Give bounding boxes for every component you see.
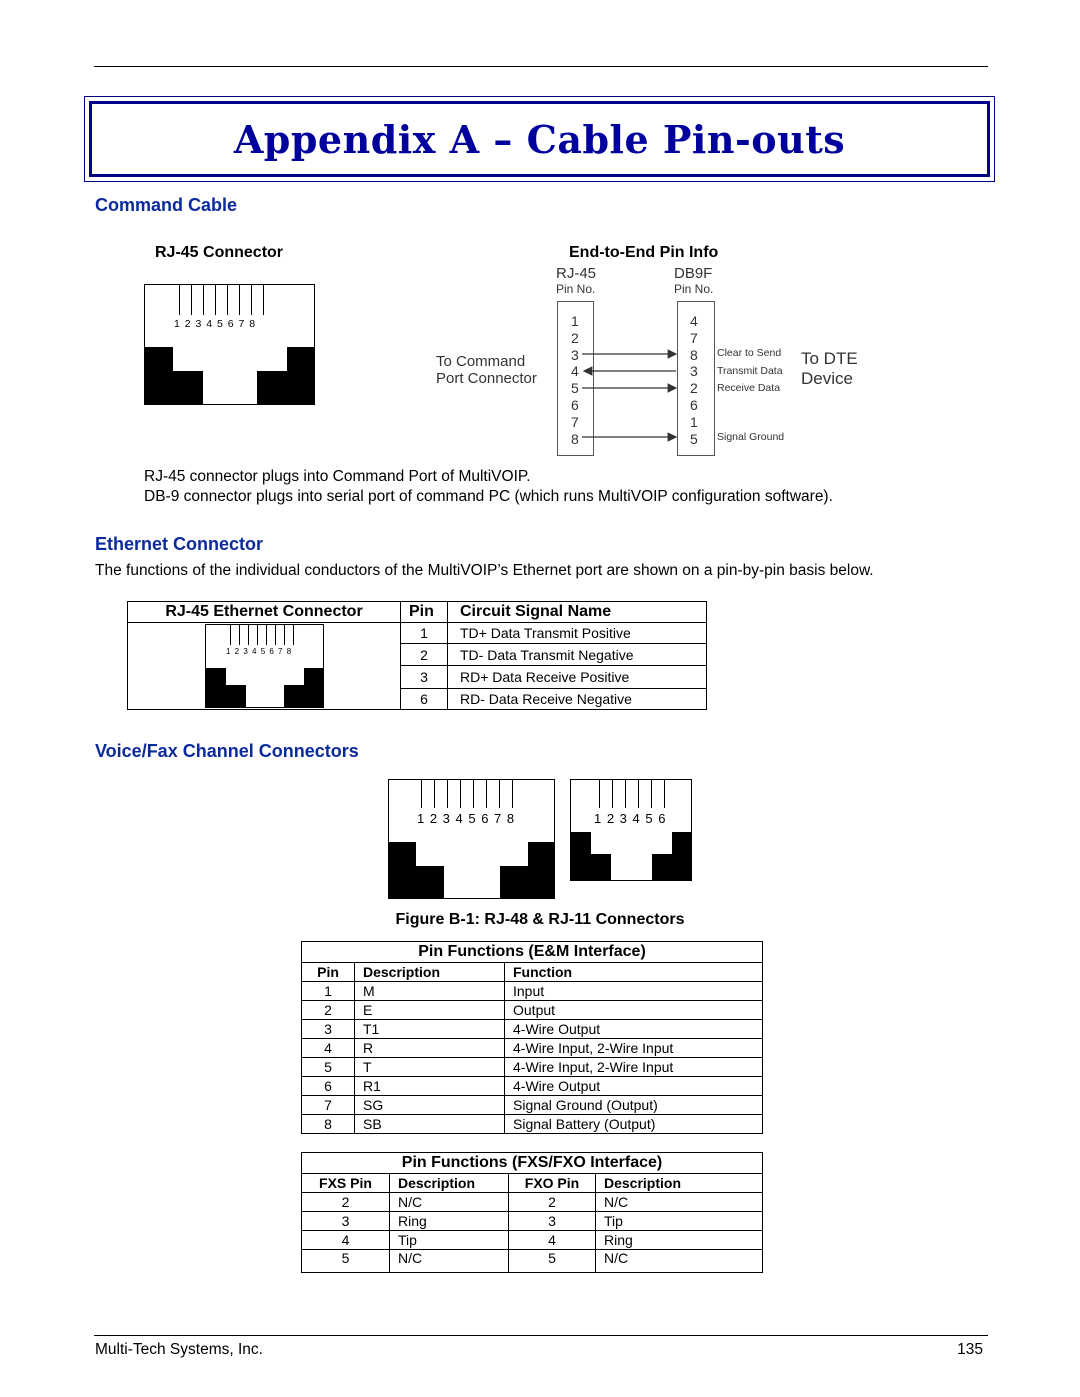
table-row: 4 Tip 4 Ring [302, 1231, 763, 1250]
command-note-2: DB-9 connector plugs into serial port of command PC (which runs MultiVOIP configuration software). [144, 488, 833, 505]
eth-connector-cell [128, 623, 401, 710]
db9f-pin-no: Pin No. [674, 282, 714, 296]
rj45-pin-lines [179, 285, 264, 315]
rj11-pin-numbers: 1 2 3 4 5 6 [594, 811, 667, 826]
rj45-pin-numbers: 1 2 3 4 5 6 7 8 [174, 318, 257, 330]
ethernet-heading: Ethernet Connector [95, 534, 264, 554]
table-row: 1 M Input [302, 982, 763, 1001]
command-cable-heading: Command Cable [95, 195, 238, 215]
table-row: 3 Ring 3 Tip [302, 1212, 763, 1231]
rj48-connector-drawing [388, 779, 555, 899]
right-caption-1: To DTE [801, 349, 858, 368]
table-row: 3 T1 4-Wire Output [302, 1020, 763, 1039]
rj45-pin-no: Pin No. [556, 282, 596, 296]
fxs-fxo-table [301, 1152, 763, 1273]
table-row: 6 R1 4-Wire Output [302, 1077, 763, 1096]
rj11-connector-drawing [570, 779, 692, 881]
eth-signal-3: RD+ Data Receive Positive [448, 666, 707, 688]
footer-rule [94, 1335, 988, 1336]
title-banner-inner [89, 101, 990, 177]
eth-pin-numbers: 1 2 3 4 5 6 7 8 [226, 647, 293, 656]
rj48-pin-numbers: 1 2 3 4 5 6 7 8 [417, 811, 516, 826]
eth-header-pin: Pin [401, 602, 448, 623]
rj45-connector-label: RJ-45 Connector [155, 244, 284, 261]
title-banner [84, 96, 995, 182]
footer-company: Multi-Tech Systems, Inc. [95, 1341, 263, 1358]
rj45-header: RJ-45 [556, 265, 597, 282]
table-row: 2 N/C 2 N/C [302, 1193, 763, 1212]
left-caption-2: Port Connector [436, 370, 537, 387]
table-row: 7 SG Signal Ground (Output) [302, 1096, 763, 1115]
signal-rd: Receive Data [717, 382, 781, 394]
rj45-pin-list: 1 2 3 4 5 6 7 8 [571, 313, 579, 447]
eth-pin-1: 1 [401, 623, 448, 644]
em-header-description: Description [355, 963, 505, 982]
fxs-header-fxo-pin: FXO Pin [509, 1174, 596, 1193]
rj45-connector-drawing [144, 284, 315, 405]
command-note-1: RJ-45 connector plugs into Command Port of MultiVOIP. [144, 468, 531, 485]
top-rule [94, 66, 988, 67]
ethernet-table [127, 601, 707, 710]
signal-gnd: Signal Ground [717, 431, 785, 443]
em-table-body [302, 982, 763, 1134]
eth-connector-drawing [205, 624, 324, 708]
db9f-pin-list: 4 7 8 3 2 6 1 5 [690, 313, 698, 447]
right-caption-2: Device [801, 369, 853, 388]
eth-signal-2: TD- Data Transmit Negative [448, 644, 707, 666]
eth-header-signal: Circuit Signal Name [448, 602, 707, 623]
em-table [301, 941, 763, 1134]
table-row: 5 T 4-Wire Input, 2-Wire Input [302, 1058, 763, 1077]
eth-pin-6: 6 [401, 688, 448, 709]
fxs-table-title: Pin Functions (FXS/FXO Interface) [302, 1153, 763, 1174]
table-row: 2 E Output [302, 1001, 763, 1020]
table-row: 8 SB Signal Battery (Output) [302, 1115, 763, 1134]
pin-wires [580, 340, 680, 445]
page-title: Appendix A – Cable Pin-outs [233, 116, 846, 162]
fxs-header-description-2: Description [596, 1174, 763, 1193]
em-header-function: Function [505, 963, 763, 982]
table-row: 4 R 4-Wire Input, 2-Wire Input [302, 1039, 763, 1058]
eth-pin-2: 2 [401, 644, 448, 666]
left-caption-1: To Command [436, 353, 526, 370]
eth-pin-3: 3 [401, 666, 448, 688]
footer-page-number: 135 [957, 1341, 983, 1358]
ethernet-intro: The functions of the individual conductors of the MultiVOIP’s Ethernet port are shown on a pin-by-pin basis below. [95, 562, 874, 579]
em-header-pin: Pin [302, 963, 355, 982]
signal-td: Transmit Data [717, 365, 783, 377]
eth-signal-1: TD+ Data Transmit Positive [448, 623, 707, 644]
db9f-header: DB9F [674, 265, 713, 282]
voice-fax-heading: Voice/Fax Channel Connectors [95, 741, 359, 761]
fxs-header-fxs-pin: FXS Pin [302, 1174, 390, 1193]
eth-signal-6: RD- Data Receive Negative [448, 688, 707, 709]
fxs-table-body [302, 1193, 763, 1273]
table-row: 5 N/C 5 N/C [302, 1250, 763, 1273]
signal-cts: Clear to Send [717, 347, 782, 359]
figure-caption: Figure B-1: RJ-48 & RJ-11 Connectors [395, 911, 685, 928]
eth-header-connector: RJ-45 Ethernet Connector [128, 602, 401, 623]
pin-info-label: End-to-End Pin Info [569, 244, 719, 261]
em-table-title: Pin Functions (E&M Interface) [302, 942, 763, 963]
fxs-header-description: Description [390, 1174, 509, 1193]
